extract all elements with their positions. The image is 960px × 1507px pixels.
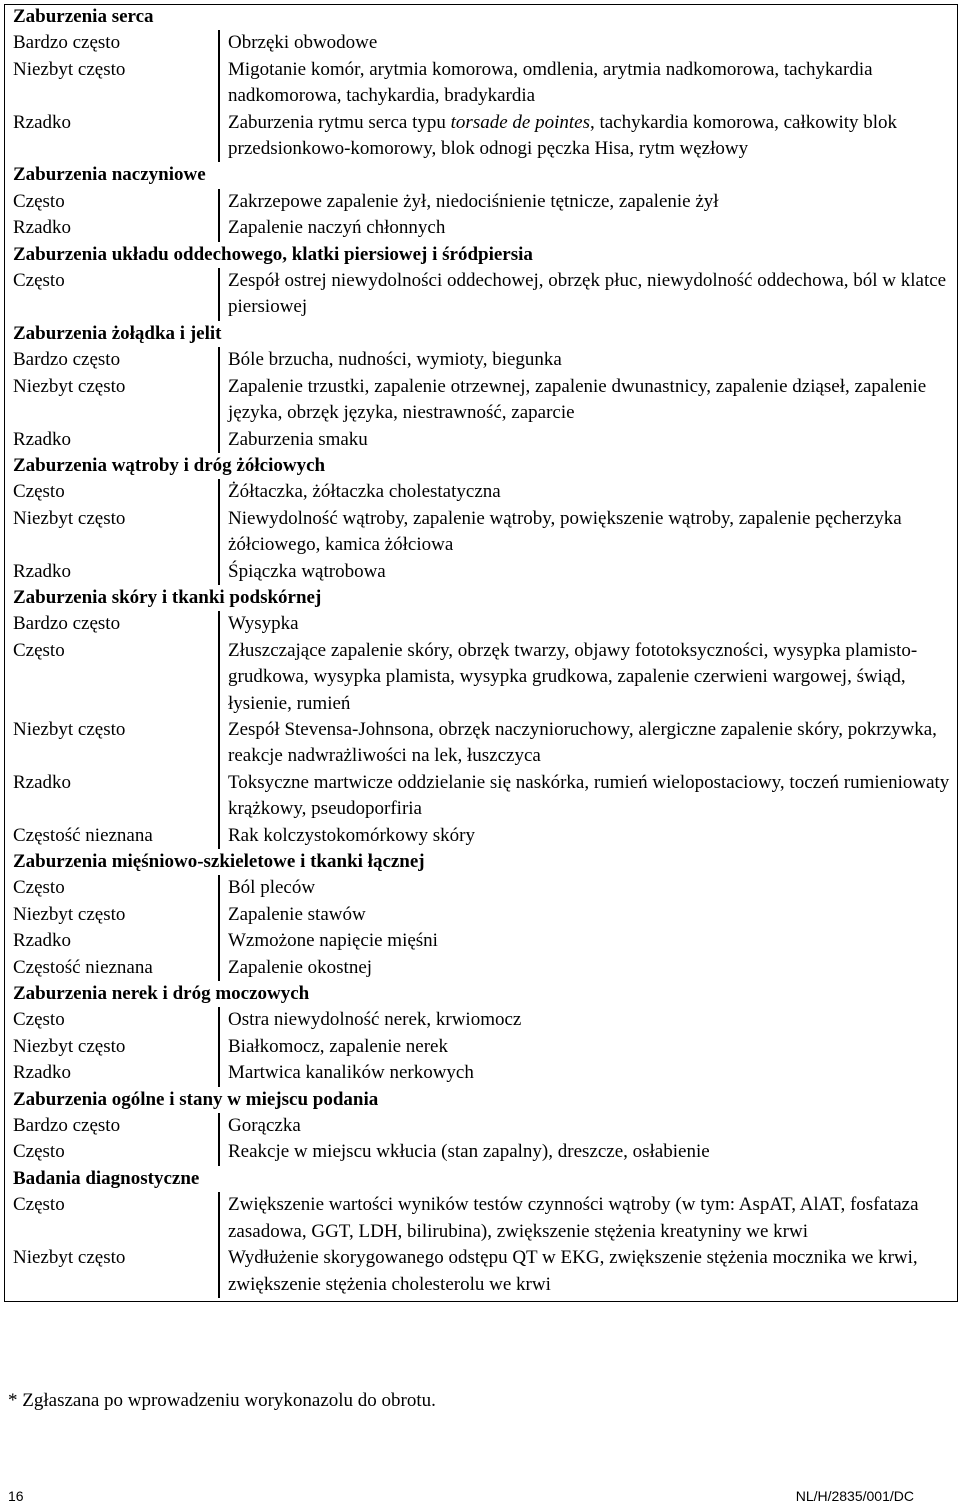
table-row <box>4 928 959 954</box>
table-row <box>4 1060 959 1086</box>
column-divider <box>218 1060 220 1086</box>
category-heading: Zaburzenia ogólne i stany w miejscu podania <box>13 1088 379 1110</box>
table-row <box>4 57 959 110</box>
adverse-reactions-table <box>4 4 959 1298</box>
column-divider <box>218 823 220 849</box>
frequency-cell: Bardzo często <box>13 1115 121 1137</box>
column-divider <box>218 770 220 823</box>
frequency-cell: Niezbyt często <box>13 1247 126 1269</box>
reaction-text: Zaburzenia rytmu serca typu <box>228 111 451 133</box>
frequency-cell: Niezbyt często <box>13 718 126 740</box>
table-row <box>4 347 959 373</box>
category-heading: Zaburzenia naczyniowe <box>13 164 206 186</box>
category-row <box>4 321 959 347</box>
reaction-cell: Obrzęki obwodowe <box>228 32 378 54</box>
reaction-cell: Martwica kanalików nerkowych <box>228 1062 474 1084</box>
reaction-cell: Zakrzepowe zapalenie żył, niedociśnienie tętnicze, zapalenie żył <box>228 190 719 212</box>
reaction-cell: Zapalenie okostnej <box>228 956 373 978</box>
column-divider <box>218 928 220 954</box>
table-row <box>4 823 959 849</box>
frequency-cell: Bardzo często <box>13 349 121 371</box>
category-row <box>4 1087 959 1113</box>
category-row <box>4 585 959 611</box>
column-divider <box>218 1192 220 1245</box>
frequency-cell: Często <box>13 481 65 503</box>
category-heading: Zaburzenia skóry i tkanki podskórnej <box>13 586 322 608</box>
column-divider <box>218 1139 220 1165</box>
table-row <box>4 611 959 637</box>
reaction-cell: Zapalenie trzustki, zapalenie otrzewnej, zapalenie dwunastnicy, zapalenie dziąseł, zapalenie języka, obrzęk języka, niestrawność, zaparcie <box>228 375 927 424</box>
frequency-cell: Rzadko <box>13 560 72 582</box>
frequency-cell: Rzadko <box>13 771 72 793</box>
category-heading: Badania diagnostyczne <box>13 1167 200 1189</box>
table-row <box>4 559 959 585</box>
frequency-cell: Często <box>13 877 65 899</box>
reaction-cell: Toksyczne martwicze oddzielanie się naskórka, rumień wielopostaciowy, toczeń rumieniowaty krążkowy, pseudoporfiria <box>228 771 950 820</box>
reaction-cell: Wydłużenie skorygowanego odstępu QT w EKG, zwiększenie stężenia mocznika we krwi, zwiększenie stężenia cholesterolu we krwi <box>228 1247 918 1295</box>
category-row <box>4 981 959 1007</box>
category-row <box>4 4 959 30</box>
category-row <box>4 849 959 875</box>
column-divider <box>218 955 220 981</box>
category-heading: Zaburzenia układu oddechowego, klatki piersiowej i śródpiersia <box>13 243 533 265</box>
category-row <box>4 242 959 268</box>
table-row <box>4 717 959 770</box>
reaction-cell: Gorączka <box>228 1115 301 1137</box>
frequency-cell: Niezbyt często <box>13 1035 126 1057</box>
frequency-cell: Często <box>13 190 65 212</box>
column-divider <box>218 638 220 717</box>
frequency-cell: Niezbyt często <box>13 903 126 925</box>
reaction-text: , tachykardia komorowa, całkowity blok przedsionkowo-komorowy, blok odnogi pęczka Hisa, rytm węzłowy <box>228 111 898 160</box>
table-row <box>4 215 959 241</box>
column-divider <box>218 1034 220 1060</box>
table-row <box>4 506 959 559</box>
column-divider <box>218 347 220 373</box>
column-divider <box>218 1113 220 1139</box>
table-row <box>4 1192 959 1245</box>
category-row <box>4 453 959 479</box>
column-divider <box>218 611 220 637</box>
reaction-cell: Ostra niewydolność nerek, krwiomocz <box>228 1009 522 1031</box>
frequency-cell: Często <box>13 639 65 661</box>
column-divider <box>218 479 220 505</box>
table-row <box>4 427 959 453</box>
reaction-cell: Zaburzenia smaku <box>228 428 368 450</box>
reaction-cell: Zespół ostrej niewydolności oddechowej, obrzęk płuc, niewydolność oddechowa, ból w klatce piersiowej <box>228 270 947 318</box>
reaction-cell: Rak kolczystokomórkowy skóry <box>228 824 475 846</box>
reaction-cell: Zapalenie naczyń chłonnych <box>228 217 446 239</box>
frequency-cell: Częstość nieznana <box>13 824 153 846</box>
frequency-cell: Rzadko <box>13 1062 72 1084</box>
column-divider <box>218 717 220 770</box>
frequency-cell: Często <box>13 1141 65 1163</box>
column-divider <box>218 30 220 56</box>
table-row <box>4 770 959 823</box>
reaction-text-italic: torsade de pointes <box>450 111 590 133</box>
frequency-cell: Bardzo często <box>13 613 121 635</box>
frequency-cell: Często <box>13 270 65 292</box>
category-row <box>4 1166 959 1192</box>
frequency-cell: Rzadko <box>13 111 72 133</box>
column-divider <box>218 1007 220 1033</box>
table-row <box>4 268 959 321</box>
page-number: 16 <box>8 1488 24 1504</box>
category-heading: Zaburzenia serca <box>13 6 154 27</box>
frequency-cell: Często <box>13 1194 65 1216</box>
reaction-cell: Bóle brzucha, nudności, wymioty, biegunka <box>228 349 562 371</box>
column-divider <box>218 268 220 321</box>
frequency-cell: Niezbyt często <box>13 375 126 397</box>
column-divider <box>218 559 220 585</box>
table-row <box>4 110 959 163</box>
reaction-cell: Wysypka <box>228 613 299 635</box>
table-row <box>4 374 959 427</box>
table-row <box>4 955 959 981</box>
reaction-cell <box>219 110 959 163</box>
category-row <box>4 162 959 188</box>
table-row <box>4 902 959 928</box>
frequency-cell: Często <box>13 1009 65 1031</box>
column-divider <box>218 506 220 559</box>
reaction-cell: Zwiększenie wartości wyników testów czynności wątroby (w tym: AspAT, AlAT, fosfataza zasadowa, GGT, LDH, bilirubina), zwiększenie stężenia kreatyniny we krwi <box>228 1194 919 1242</box>
column-divider <box>218 57 220 110</box>
column-divider <box>218 427 220 453</box>
table-row <box>4 189 959 215</box>
category-heading: Zaburzenia mięśniowo-szkieletowe i tkanki łącznej <box>13 851 425 872</box>
reaction-cell: Złuszczające zapalenie skóry, obrzęk twarzy, objawy fototoksyczności, wysypka plamisto-grudkowa, wysypka plamista, wysypka grudkowa, zapalenie czerwieni wargowej, świąd, łysienie, rumień <box>228 639 918 714</box>
reaction-cell: Zapalenie stawów <box>228 903 366 925</box>
column-divider <box>218 1245 220 1298</box>
table-row <box>4 1245 959 1298</box>
frequency-cell: Rzadko <box>13 930 72 952</box>
frequency-cell: Bardzo często <box>13 32 121 54</box>
frequency-cell: Niezbyt często <box>13 58 126 80</box>
reaction-cell: Migotanie komór, arytmia komorowa, omdlenia, arytmia nadkomorowa, tachykardia nadkomorowa, tachykardia, bradykardia <box>228 58 873 107</box>
frequency-cell: Częstość nieznana <box>13 956 153 978</box>
reaction-cell: Żółtaczka, żółtaczka cholestatyczna <box>228 481 501 503</box>
table-row <box>4 1139 959 1165</box>
document-reference: NL/H/2835/001/DC <box>795 1488 914 1504</box>
footnote: * Zgłaszana po wprowadzeniu worykonazolu do obrotu. <box>8 1390 436 1411</box>
table-row <box>4 30 959 56</box>
table-row <box>4 1113 959 1139</box>
table-row <box>4 875 959 901</box>
reaction-cell: Niewydolność wątroby, zapalenie wątroby, powiększenie wątroby, zapalenie pęcherzyka żółciowego, kamica żółciowa <box>228 507 902 556</box>
column-divider <box>218 110 220 163</box>
frequency-cell: Niezbyt często <box>13 507 126 529</box>
column-divider <box>218 189 220 215</box>
table-row <box>4 479 959 505</box>
column-divider <box>218 902 220 928</box>
table-row <box>4 1034 959 1060</box>
reaction-cell: Reakcje w miejscu wkłucia (stan zapalny), dreszcze, osłabienie <box>228 1141 710 1163</box>
reaction-cell: Wzmożone napięcie mięśni <box>228 930 438 952</box>
column-divider <box>218 875 220 901</box>
table-row <box>4 1007 959 1033</box>
reaction-cell: Ból pleców <box>228 877 316 899</box>
frequency-cell: Rzadko <box>13 428 72 450</box>
reaction-cell: Zespół Stevensa-Johnsona, obrzęk naczynioruchowy, alergiczne zapalenie skóry, pokrzywka, reakcje nadwrażliwości na lek, łuszczyca <box>228 718 937 767</box>
reaction-cell: Śpiączka wątrobowa <box>228 560 386 582</box>
category-heading: Zaburzenia wątroby i dróg żółciowych <box>13 454 326 476</box>
column-divider <box>218 215 220 241</box>
frequency-cell: Rzadko <box>13 217 72 239</box>
category-heading: Zaburzenia żołądka i jelit <box>13 322 222 344</box>
category-heading: Zaburzenia nerek i dróg moczowych <box>13 983 310 1005</box>
reaction-cell: Białkomocz, zapalenie nerek <box>228 1035 448 1057</box>
column-divider <box>218 374 220 427</box>
table-row <box>4 638 959 717</box>
